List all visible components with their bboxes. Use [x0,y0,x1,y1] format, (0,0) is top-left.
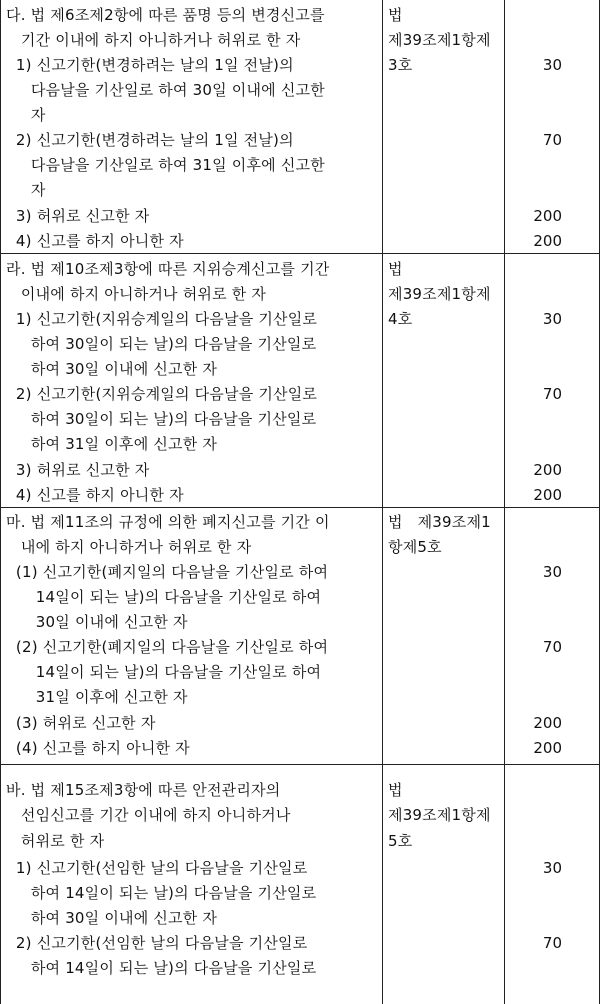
item-text: 31일 이후에 신고한 자 [6,688,188,706]
penalty-amount: 30 [542,310,562,328]
item-text: 선임신고를 기간 이내에 하지 아니하거나 [6,806,291,824]
item-text: 4) 신고를 하지 아니한 자 [6,232,184,250]
item-text: (2) 신고기한(폐지일의 다음날을 기산일로 하여 [6,638,329,656]
law-reference: 제39조제1항제 [388,285,491,303]
item-text: 14일이 되는 날)의 다음날을 기산일로 하여 [6,588,322,606]
item-text: 하여 30일이 되는 날)의 다음날을 기산일로 [6,410,317,428]
item-text: 하여 14일이 되는 날)의 다음날을 기산일로 [6,884,317,902]
penalty-amount: 70 [542,934,562,952]
penalty-amount: 200 [533,461,562,479]
item-text: 허위로 한 자 [6,832,105,850]
item-text: 2) 신고기한(선임한 날의 다음날을 기산일로 [6,934,308,952]
item-text: 2) 신고기한(변경하려는 날의 1일 전날)의 [6,131,294,149]
penalty-amount: 30 [542,56,562,74]
item-text: 1) 신고기한(지위승계일의 다음날을 기산일로 [6,310,318,328]
column-divider-2 [504,0,505,1004]
law-reference: 법 제39조제1 [388,513,491,531]
law-reference: 법 [388,260,403,278]
item-text: 하여 14일이 되는 날)의 다음날을 기산일로 [6,959,317,977]
item-text: 30일 이내에 신고한 자 [6,613,188,631]
item-text: 자 [6,181,46,199]
item-text: 4) 신고를 하지 아니한 자 [6,486,184,504]
penalty-amount: 30 [542,859,562,877]
item-text: 3) 허위로 신고한 자 [6,461,150,479]
item-text: 14일이 되는 날)의 다음날을 기산일로 하여 [6,663,322,681]
item-text: 이내에 하지 아니하거나 허위로 한 자 [6,285,267,303]
law-reference: 제39조제1항제 [388,806,491,824]
item-text: 하여 31일 이후에 신고한 자 [6,435,218,453]
law-reference: 항제5호 [388,538,442,556]
penalty-amount: 200 [533,207,562,225]
item-text: 바. 법 제15조제3항에 따른 안전관리자의 [6,781,281,799]
penalty-amount: 200 [533,739,562,757]
penalty-amount: 200 [533,714,562,732]
item-text: (3) 허위로 신고한 자 [6,714,156,732]
penalty-amount: 30 [542,563,562,581]
item-text: 하여 30일이 되는 날)의 다음날을 기산일로 [6,335,317,353]
item-text: 하여 30일 이내에 신고한 자 [6,909,218,927]
item-text: 마. 법 제11조의 규정에 의한 폐지신고를 기간 이 [6,513,330,531]
item-text: 하여 30일 이내에 신고한 자 [6,360,218,378]
law-reference: 5호 [388,832,413,850]
item-text: 1) 신고기한(변경하려는 날의 1일 전날)의 [6,56,294,74]
item-text: 다. 법 제6조제2항에 따른 품명 등의 변경신고를 [6,6,325,24]
item-text: 내에 하지 아니하거나 허위로 한 자 [6,538,252,556]
item-text: 다음날을 기산일로 하여 30일 이내에 신고한 [6,81,325,99]
column-divider-1 [382,0,383,1004]
item-text: 다음날을 기산일로 하여 31일 이후에 신고한 [6,156,325,174]
item-text: 기간 이내에 하지 아니하거나 허위로 한 자 [6,31,301,49]
law-reference: 법 [388,6,403,24]
item-text: (1) 신고기한(폐지일의 다음날을 기산일로 하여 [6,563,329,581]
item-text: 자 [6,106,46,124]
item-text: 3) 허위로 신고한 자 [6,207,150,225]
law-reference: 제39조제1항제 [388,31,491,49]
penalty-amount: 200 [533,232,562,250]
row-divider [0,764,600,765]
penalty-amount: 70 [542,385,562,403]
item-text: 1) 신고기한(선임한 날의 다음날을 기산일로 [6,859,308,877]
item-text: (4) 신고를 하지 아니한 자 [6,739,190,757]
law-reference: 법 [388,781,403,799]
item-text: 라. 법 제10조제3항에 따른 지위승계신고를 기간 [6,260,330,278]
penalty-amount: 70 [542,131,562,149]
penalty-amount: 70 [542,638,562,656]
table-border-left [0,0,1,1004]
law-reference: 4호 [388,310,413,328]
item-text: 2) 신고기한(지위승계일의 다음날을 기산일로 [6,385,318,403]
penalty-amount: 200 [533,486,562,504]
law-reference: 3호 [388,56,413,74]
